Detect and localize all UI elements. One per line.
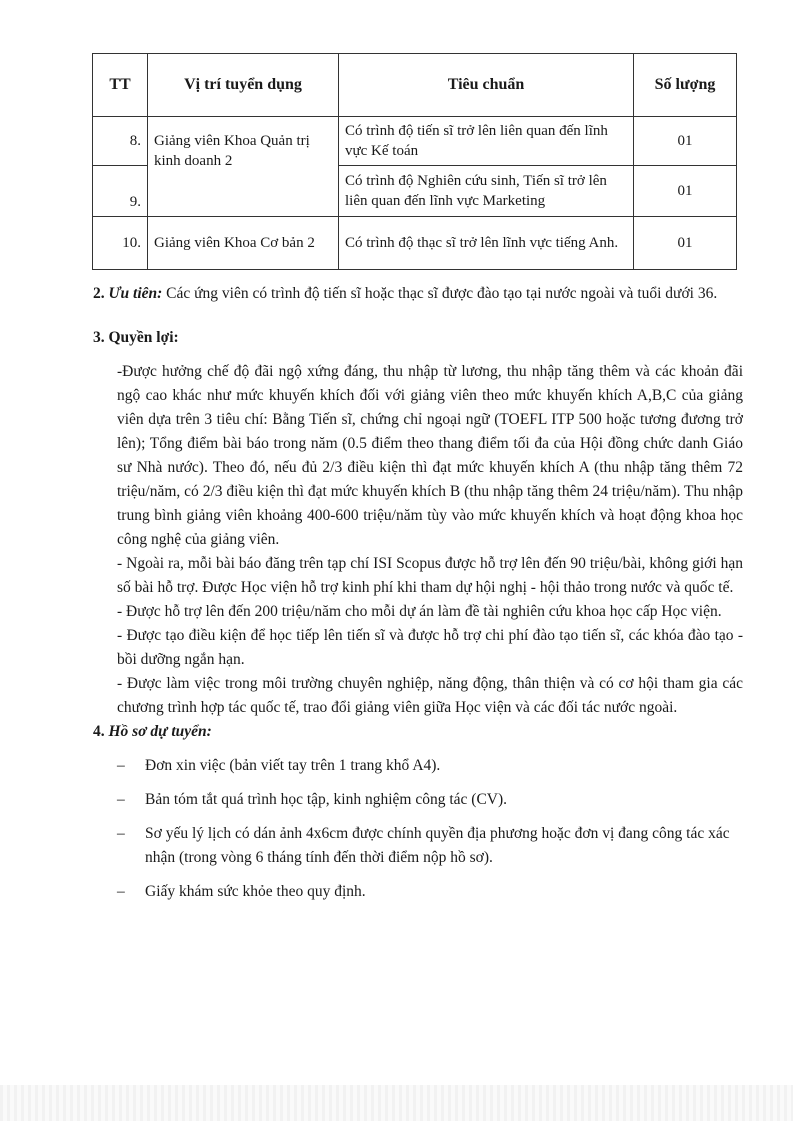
priority-text: Các ứng viên có trình độ tiến sĩ hoặc thạc sĩ được đào tạo tại nước ngoài và tuổi dưới 36. [166,285,718,302]
priority-section [93,282,743,306]
table-row [93,217,737,270]
row-quantity: 01 [634,117,737,166]
row-tt: 8. [93,117,148,166]
list-item [93,754,743,778]
application-list [93,754,743,904]
header-position: Vị trí tuyển dụng [148,54,339,117]
scan-noise-strip [0,1085,793,1121]
dash-marker: – [117,791,125,808]
application-number: 4. [93,723,105,740]
benefit-paragraph: -Được hưởng chế độ đãi ngộ xứng đáng, thu nhập từ lương, thu nhập tăng thêm và các khoản đãi ngộ cao khác như mức khuyến khích đối với giảng viên theo mức khuyến khích A,B,C của giảng viên dựa trên 3 tiêu chí: Bằng Tiến sĩ, chứng chỉ ngoại ngữ (TOEFL ITP 500 hoặc tương đương trở lên); Tổng điểm bài báo trong năm (0.5 điểm theo thang điểm tối đa của Hội đồng chức danh Giáo sư Nhà nước). Theo đó, nếu đủ 2/3 điều kiện thì đạt mức khuyến khích A (thu nhập tăng thêm 72 triệu/năm, có 2/3 điều kiện thì đạt mức khuyến khích B (thu nhập tăng thêm 24 triệu/năm). Thu nhập trung bình giảng viên khoảng 400-600 triệu/năm tùy vào mức khuyến khích và hoạt động khoa học công nghệ của giảng viên. [117,363,743,548]
row-quantity: 01 [634,166,737,217]
row-standard: Có trình độ thạc sĩ trở lên lĩnh vực tiếng Anh. [339,217,634,270]
row-standard: Có trình độ Nghiên cứu sinh, Tiến sĩ trở lên liên quan đến lĩnh vực Marketing [339,166,634,217]
row-standard: Có trình độ tiến sĩ trở lên liên quan đến lĩnh vực Kế toán [339,117,634,166]
benefit-paragraph: - Ngoài ra, mỗi bài báo đăng trên tạp chí ISI Scopus được hỗ trợ lên đến 90 triệu/bài, không giới hạn số bài hỗ trợ. Được Học viện hỗ trợ kinh phí khi tham dự hội nghị - hội thảo trong nước và quốc tế. [117,555,743,596]
document-sections [93,282,743,904]
dash-marker: – [117,825,125,842]
application-section [93,720,743,904]
priority-number: 2. [93,285,105,302]
list-item [93,788,743,812]
benefit-paragraph: - Được tạo điều kiện để học tiếp lên tiến sĩ và được hỗ trợ chi phí đào tạo tiến sĩ, các khóa đào tạo - bồi dưỡng ngắn hạn. [117,627,743,668]
recruitment-table [92,53,737,270]
row-tt: 9. [93,166,148,217]
benefits-section [93,326,743,720]
application-title: Hồ sơ dự tuyển: [108,723,212,740]
list-item-text: Đơn xin việc (bản viết tay trên 1 trang khổ A4). [145,757,441,774]
row-tt: 10. [93,217,148,270]
benefit-paragraph: - Được làm việc trong môi trường chuyên nghiệp, năng động, thân thiện và có cơ hội tham gia các chương trình hợp tác quốc tế, trao đổi giảng viên giữa Học viện và các đối tác nước ngoài. [117,675,743,716]
header-quantity: Số lượng [634,54,737,117]
benefits-heading [93,326,743,350]
row-quantity: 01 [634,217,737,270]
header-standard: Tiêu chuẩn [339,54,634,117]
list-item [93,822,743,870]
list-item-text: Giấy khám sức khỏe theo quy định. [145,883,366,900]
table-row [93,117,737,166]
list-item [93,880,743,904]
benefit-paragraph: - Được hỗ trợ lên đến 200 triệu/năm cho mỗi dự án làm đề tài nghiên cứu khoa học cấp Học viện. [117,603,722,620]
row-position: Giảng viên Khoa Cơ bản 2 [148,217,339,270]
priority-paragraph [93,282,743,306]
row-position: Giảng viên Khoa Quản trị kinh doanh 2 [148,117,339,217]
header-tt: TT [93,54,148,117]
priority-title: Ưu tiên: [108,285,163,302]
list-item-text: Bản tóm tắt quá trình học tập, kinh nghiệm công tác (CV). [145,791,508,808]
benefits-title: Quyền lợi: [108,329,179,346]
list-item-text: Sơ yếu lý lịch có dán ảnh 4x6cm được chính quyền địa phương hoặc đơn vị đang công tác xác nhận (trong vòng 6 tháng tính đến thời điểm nộp hồ sơ). [145,825,730,866]
dash-marker: – [117,757,125,774]
application-heading [93,720,743,744]
dash-marker: – [117,883,125,900]
table-header-row [93,54,737,117]
benefits-number: 3. [93,329,105,346]
